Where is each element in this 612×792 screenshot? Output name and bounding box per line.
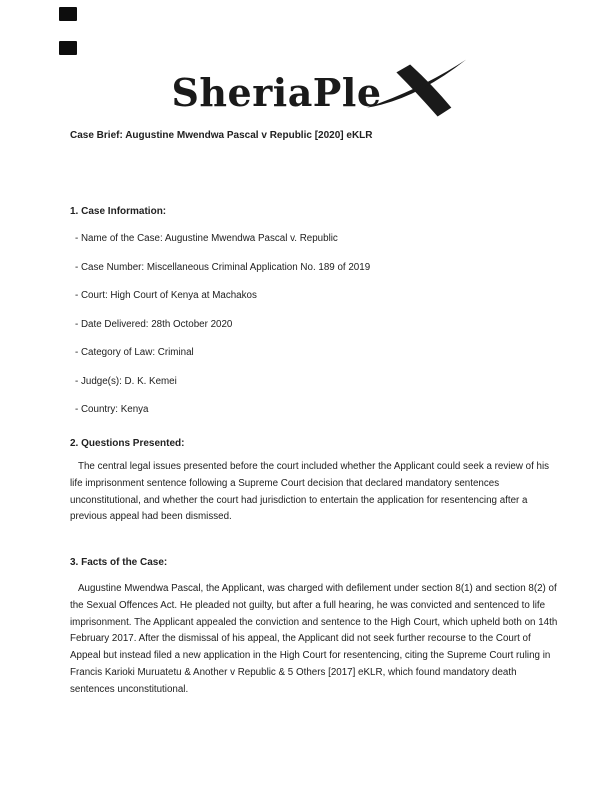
facts-heading: 3. Facts of the Case: <box>70 557 168 568</box>
case-info-item-judges: - Judge(s): D. K. Kemei <box>75 376 177 387</box>
case-info-item-country: - Country: Kenya <box>75 404 149 415</box>
page-corner-mark-bottom <box>59 41 77 55</box>
page-corner-mark-top <box>59 7 77 21</box>
case-info-item-category: - Category of Law: Criminal <box>75 347 194 358</box>
case-info-item-case-number: - Case Number: Miscellaneous Criminal Application No. 189 of 2019 <box>75 262 371 273</box>
questions-presented-body: The central legal issues presented before the court included whether the Applicant could seek a review of his life imprisonment sentence following a Supreme Court decision that declared mandatory sentences unconstitutional, and whether the court had jurisdiction to entertain the application for resentencing after a previous appeal had been dismissed. <box>70 461 550 523</box>
case-info-item-name: - Name of the Case: Augustine Mwendwa Pascal v. Republic <box>75 233 338 244</box>
case-info-item-court: - Court: High Court of Kenya at Machakos <box>75 290 257 301</box>
logo-x-swoosh-icon <box>366 58 469 124</box>
facts-body: Augustine Mwendwa Pascal, the Applicant, was charged with defilement under section 8(1) and section 8(2) of the Sexual Offences Act. He pleaded not guilty, but after a full hearing, he was convicted and sentenced to life imprisonment. The Applicant appealed the conviction and sentence to the High Court, which upheld both on 14th February 2017. After the dismissal of his appeal, the Applicant did not seek further recourse to the Court of Appeal but instead filed a new application in the High Court for resentencing, citing the Supreme Court ruling in Francis Karioki Muruatetu & Another v Republic & 5 Others [2017] eKLR, which found mandatory death sentences unconstitutional. <box>70 583 558 695</box>
document-title: Case Brief: Augustine Mwendwa Pascal v Republic [2020] eKLR <box>70 130 373 141</box>
logo-text: SheriaPle <box>171 70 382 115</box>
sheriaplex-logo <box>14 70 612 124</box>
case-info-item-date-delivered: - Date Delivered: 28th October 2020 <box>75 319 233 330</box>
case-information-heading: 1. Case Information: <box>70 206 167 217</box>
questions-presented-heading: 2. Questions Presented: <box>70 438 185 449</box>
